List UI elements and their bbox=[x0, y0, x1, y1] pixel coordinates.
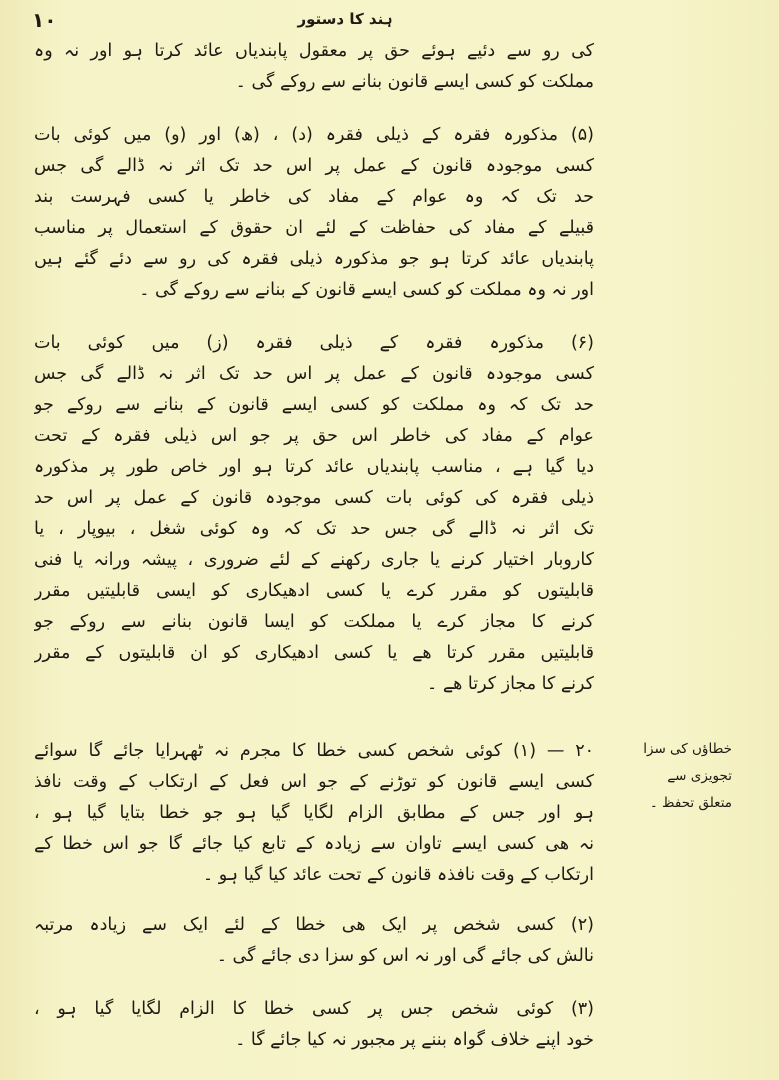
text-line: ہو اور جس کے مطابق الزام لگایا گیا ہو جو خطا بتایا گیا ہو ، bbox=[34, 803, 594, 823]
text-line: کرنے کا مجاز کرتا ھے ۔ bbox=[427, 674, 594, 694]
text-line: اور نہ وہ مملکت کو کسی ایسے قانون کے بنانے سے روکے گی ۔ bbox=[139, 280, 594, 300]
text-line: ارتکاب کے وقت نافذہ قانون کے تحت عائد کیا گیا ہو ۔ bbox=[202, 865, 594, 885]
text-line: مملکت کو کسی ایسے قانون بنانے سے روکے گی ۔ bbox=[235, 72, 594, 92]
text-line: کسی موجودہ قانون کے عمل پر اس حد تک اثر نہ ڈالے گی جس bbox=[34, 364, 594, 384]
margin-note-line: متعلق تحفظ ۔ bbox=[649, 795, 732, 811]
paragraph-p0 bbox=[34, 36, 594, 98]
text-line: حد تک کہ وہ مملکت کو کسی ایسے قانون کے بنانے سے روکے جو bbox=[34, 395, 594, 415]
text-line: عوام کے مفاد کی خاطر اس حق پر جو اس ذیلی فقرہ کے تحت bbox=[34, 426, 594, 446]
paragraph-p6 bbox=[34, 328, 594, 700]
text-line: (۵) مذکورہ فقرہ کے ذیلی فقرہ (د) ، (ھ) اور (و) میں کوئی بات bbox=[34, 125, 594, 145]
page-number: ۱۰ bbox=[32, 8, 57, 32]
margin-note bbox=[612, 736, 732, 817]
margin-note-line: خطاؤں کی سزا bbox=[643, 741, 732, 757]
text-line: (۲) کسی شخص پر ایک ھی خطا کے لئے ایک سے زیادہ مرتبہ bbox=[34, 915, 594, 935]
text-line: خود اپنے خلاف گواہ بننے پر مجبور نہ کیا جائے گا ۔ bbox=[235, 1030, 594, 1050]
text-line: حد تک کہ وہ عوام کے مفاد کی خاطر یا کسی فہرست بند bbox=[34, 187, 594, 207]
text-line: نالش کی جائے گی اور نہ اس کو سزا دی جائے گی ۔ bbox=[216, 946, 594, 966]
text-line: (۶) مذکورہ فقرہ کے ذیلی فقرہ (ز) میں کوئی بات bbox=[34, 333, 594, 353]
text-line: نہ ھی کسی ایسے تاوان سے زیادہ کے تابع کیا جائے گا جو اس خطا کے bbox=[34, 834, 594, 854]
paragraph-p3 bbox=[34, 994, 594, 1056]
text-line: دیا گیا ہے ، مناسب پابندیاں عائد کرتا ہو اور خاص طور پر مذکورہ bbox=[34, 457, 594, 477]
text-line: کرنے کا مجاز کرے یا مملکت کو ایسا قانون بنانے سے روکے جو bbox=[34, 612, 594, 632]
text-line: کسی ایسے قانون کو توڑنے کے جو اس فعل کے ارتکاب کے وقت نافذ bbox=[34, 772, 594, 792]
margin-note-line: تجویزی سے bbox=[667, 768, 732, 784]
text-line: کسی موجودہ قانون کے عمل پر اس حد تک اثر نہ ڈالے گی جس bbox=[34, 156, 594, 176]
text-line: ذیلی فقرہ کی کوئی بات کسی موجودہ قانون کے عمل پر اس حد bbox=[34, 488, 594, 508]
text-line: قبیلے کے مفاد کی حفاظت کے لئے ان حقوق کے استعمال پر مناسب bbox=[34, 218, 594, 238]
running-title: ہند کا دستور bbox=[297, 10, 393, 28]
text-line: ۲۰ — (۱) کوئی شخص کسی خطا کا مجرم نہ ٹھہرایا جائے گا سوائے bbox=[34, 741, 594, 761]
text-line: تک اثر نہ ڈالے گی جس حد تک کہ وہ کوئی شغل ، بیوپار ، یا bbox=[34, 519, 594, 539]
text-line: کاروبار اختیار کرنے یا جاری رکھنے کے لئے ضروری ، پیشہ ورانہ یا فنی bbox=[34, 550, 594, 570]
text-line: کی رو سے دئیے ہوئے حق پر معقول پابندیاں عائد کرتا ہو اور نہ وہ bbox=[34, 41, 594, 61]
paragraph-p5 bbox=[34, 120, 594, 306]
text-line: (۳) کوئی شخص جس پر کسی خطا کا الزام لگایا گیا ہو ، bbox=[34, 999, 594, 1019]
paragraph-p2 bbox=[34, 910, 594, 972]
text-line: قابلیتوں کو مقرر کرے یا کسی ادھیکاری کو ایسی قابلیتیں مقرر bbox=[34, 581, 594, 601]
paragraph-p20 bbox=[34, 736, 594, 891]
text-line: قابلیتیں مقرر کرتا ھے یا کسی ادھیکاری کو ان قابلیتوں کے مقرر bbox=[34, 643, 594, 663]
text-line: پابندیاں عائد کرتا ہو جو مذکورہ ذیلی فقرہ کی رو سے دئے گئے ہیں bbox=[34, 249, 594, 269]
